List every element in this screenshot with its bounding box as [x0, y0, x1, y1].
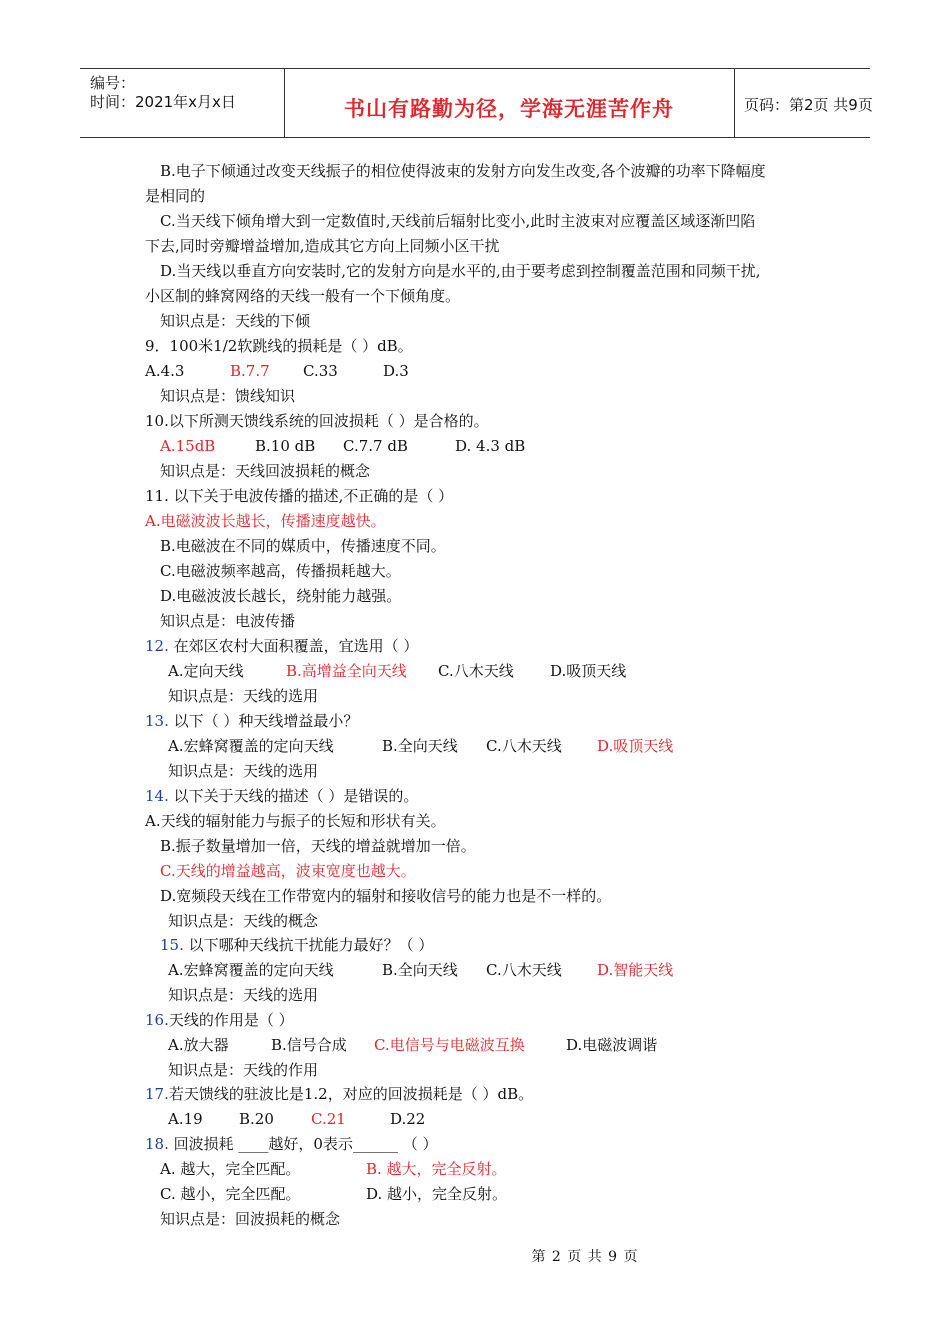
- header-motto-cell: [284, 69, 735, 137]
- q13-line: [145, 711, 358, 731]
- q17-option-b: B.20: [239, 1110, 274, 1128]
- q9-option-d: D.3: [383, 362, 409, 380]
- header-motto: 书山有路勤为径，学海无涯苦作舟: [344, 97, 674, 121]
- q8-knowledge: 知识点是：天线的下倾: [160, 312, 311, 330]
- q14-option-b: B.振子数量增加一倍，天线的增益就增加一倍。: [160, 837, 476, 855]
- q13-knowledge: 知识点是：天线的选用: [168, 762, 319, 780]
- q10-options: [160, 436, 580, 456]
- q11-stem: 11. 以下关于电波传播的描述,不正确的是（ ）: [145, 487, 454, 505]
- q18-option-a: A. 越大，完全匹配。: [160, 1160, 301, 1178]
- q15-options: [168, 960, 708, 980]
- page-footer: [0, 1246, 950, 1266]
- q13-option-a: A.宏蜂窝覆盖的定向天线: [168, 737, 334, 755]
- q12-option-b-answer: B.高增益全向天线: [286, 662, 407, 680]
- q14-knowledge: 知识点是：天线的概念: [168, 912, 319, 930]
- q14-number: 14.: [145, 787, 169, 805]
- q18-option-b-answer: B. 越大，完全反射。: [366, 1160, 507, 1178]
- q15-option-a: A.宏蜂窝覆盖的定向天线: [168, 961, 334, 979]
- q12-option-a: A.定向天线: [168, 662, 244, 680]
- footer-page-number: 第 2 页 共 9 页: [531, 1249, 639, 1265]
- q9-stem: 9．100米1/2软跳线的损耗是（ ）dB。: [145, 337, 413, 355]
- q8-option-d-line2: 小区制的蜂窝网络的天线一般有一个下倾角度。: [145, 287, 461, 305]
- q9-options: [145, 361, 545, 381]
- q15-line: [160, 935, 433, 955]
- q12-option-c: C.八木天线: [438, 662, 514, 680]
- q16-options: [168, 1035, 688, 1055]
- q17-option-d: D.22: [390, 1110, 426, 1128]
- q15-number: 15.: [160, 936, 184, 954]
- q14-line: [145, 786, 418, 806]
- q14-stem: 以下关于天线的描述（ ）是错误的。: [173, 787, 419, 805]
- q16-stem: 天线的作用是（ ）: [168, 1011, 294, 1029]
- q17-number: 17.: [145, 1085, 169, 1103]
- q12-number: 12.: [145, 637, 169, 655]
- q13-number: 13.: [145, 712, 169, 730]
- q15-option-b: B.全向天线: [382, 961, 458, 979]
- header-page-info: 页码：第2页 共9页: [744, 96, 873, 114]
- q10-stem: 10.以下所测天馈线系统的回波损耗（ ）是合格的。: [145, 412, 489, 430]
- q18-number: 18.: [145, 1135, 169, 1153]
- q10-option-b: B.10 dB: [255, 437, 316, 455]
- q14-option-d: D.宽频段天线在工作带宽内的辐射和接收信号的能力也是不一样的。: [160, 887, 612, 905]
- q18-options-row1: [160, 1159, 580, 1179]
- q16-line: [145, 1010, 294, 1030]
- q16-number: 16.: [145, 1011, 169, 1029]
- q16-option-d: D.电磁波调谐: [566, 1036, 658, 1054]
- header-page-cell: [734, 69, 873, 137]
- q9-option-c: C.33: [303, 362, 338, 380]
- q18-options-row2: [160, 1184, 580, 1204]
- q12-line: [145, 636, 418, 656]
- q11-option-c: C.电磁波频率越高，传播损耗越大。: [160, 562, 401, 580]
- q17-option-a: A.19: [168, 1110, 203, 1128]
- q16-option-a: A.放大器: [168, 1036, 229, 1054]
- q18-line: [145, 1134, 438, 1154]
- q17-options: [168, 1109, 468, 1129]
- q12-option-d: D.吸顶天线: [550, 662, 627, 680]
- q11-option-d: D.电磁波波长越长，绕射能力越强。: [160, 587, 402, 605]
- q12-options: [168, 661, 668, 681]
- q18-stem: 回波损耗 ____越好，0表示______ （ ）: [173, 1135, 438, 1153]
- q8-option-b-line1: B.电子下倾通过改变天线振子的相位使得波束的发射方向发生改变,各个波瓣的功率下降幅度: [160, 162, 766, 180]
- q17-option-c-answer: C.21: [311, 1110, 346, 1128]
- document-time-label: 时间：2021年x月x日: [90, 93, 236, 111]
- q10-option-a-answer: A.15dB: [160, 437, 216, 455]
- q8-option-c-line2: 下去,同时旁瓣增益增加,造成其它方向上同频小区干扰: [145, 237, 500, 255]
- q8-option-b-line2: 是相同的: [145, 187, 206, 205]
- q10-knowledge: 知识点是：天线回波损耗的概念: [160, 462, 371, 480]
- q16-knowledge: 知识点是：天线的作用: [168, 1061, 319, 1079]
- q14-option-a: A.天线的辐射能力与振子的长短和形状有关。: [145, 812, 446, 830]
- q15-stem: 以下哪种天线抗干扰能力最好？（ ）: [188, 936, 434, 954]
- q9-option-a: A.4.3: [145, 362, 185, 380]
- q16-option-b: B.信号合成: [271, 1036, 347, 1054]
- q13-option-d-answer: D.吸顶天线: [597, 737, 674, 755]
- q18-option-c: C. 越小，完全匹配。: [160, 1185, 301, 1203]
- q17-line: [145, 1084, 533, 1104]
- q8-option-c-line1: C.当天线下倾角增大到一定数值时,天线前后辐射比变小,此时主波束对应覆盖区域逐渐凹陷: [160, 212, 756, 230]
- q9-option-b-answer: B.7.7: [230, 362, 270, 380]
- q10-option-c: C.7.7 dB: [343, 437, 408, 455]
- header-meta-cell: [80, 69, 285, 137]
- q15-option-d-answer: D.智能天线: [597, 961, 674, 979]
- q11-option-b: B.电磁波在不同的媒质中，传播速度不同。: [160, 537, 446, 555]
- q11-knowledge: 知识点是：电波传播: [160, 612, 296, 630]
- q17-stem: 若天馈线的驻波比是1.2，对应的回波损耗是（ ）dB。: [168, 1085, 534, 1103]
- q13-stem: 以下（ ）种天线增益最小？: [173, 712, 359, 730]
- q13-option-b: B.全向天线: [382, 737, 458, 755]
- q13-options: [168, 736, 708, 756]
- q18-option-d: D. 越小，完全反射。: [366, 1185, 508, 1203]
- q16-option-c-answer: C.电信号与电磁波互换: [374, 1036, 525, 1054]
- q15-option-c: C.八木天线: [486, 961, 562, 979]
- q18-knowledge: 知识点是：回波损耗的概念: [160, 1210, 341, 1228]
- document-number-label: 编号：: [90, 74, 136, 92]
- q13-option-c: C.八木天线: [486, 737, 562, 755]
- q11-option-a-answer: A.电磁波波长越长，传播速度越快。: [145, 512, 386, 530]
- q8-option-d-line1: D.当天线以垂直方向安装时,它的发射方向是水平的,由于要考虑到控制覆盖范围和同频干扰,: [160, 262, 761, 280]
- q12-stem: 在郊区农村大面积覆盖，宜选用（ ）: [173, 637, 419, 655]
- q9-knowledge: 知识点是：馈线知识: [160, 387, 296, 405]
- q10-option-d: D. 4.3 dB: [455, 437, 526, 455]
- page-header: [80, 68, 873, 138]
- q15-knowledge: 知识点是：天线的选用: [168, 986, 319, 1004]
- q14-option-c-answer: C.天线的增益越高，波束宽度也越大。: [160, 862, 416, 880]
- q12-knowledge: 知识点是：天线的选用: [168, 687, 319, 705]
